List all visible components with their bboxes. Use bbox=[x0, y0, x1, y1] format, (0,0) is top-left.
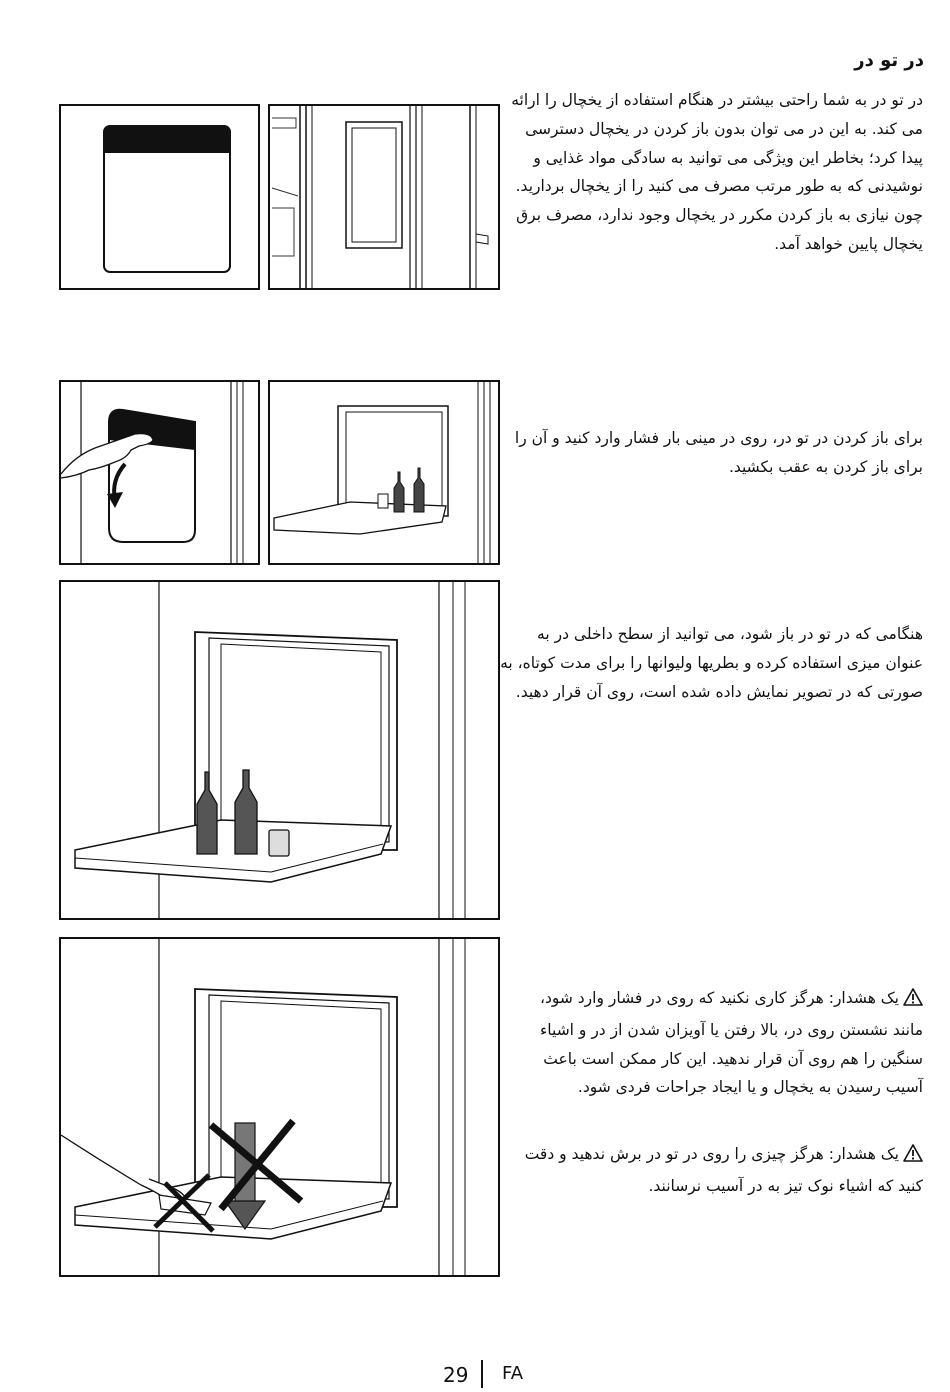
section-title: در تو در bbox=[854, 50, 924, 71]
warning-pressure-text: یک هشدار: هرگز کاری نکنید که روی در فشار وارد شود، مانند نشستن روی در، بالا رفتن یا آویزان شدن از در و اشیاء سنگین را هم روی آن قرار ندهید. این کار ممکن است باعث آسیب رسیدن به یخچال و یا ایجاد جراحات فردی شود. bbox=[539, 989, 923, 1097]
table-usage-paragraph: هنگامی که در تو در باز شود، می توانید از سطح داخلی در به عنوان میزی استفاده کرده و بطریها ولیوانها را برای مدت کوتاه، به صورتی که در تصویر نمایش داده شده است، روی آن قرار دهید. bbox=[500, 625, 923, 701]
figure-open-door-small bbox=[268, 380, 500, 565]
page-number: 29 bbox=[443, 1363, 469, 1387]
figure-warning-misuse bbox=[59, 937, 500, 1277]
figure-door-panel bbox=[59, 104, 260, 290]
warning-triangle-icon bbox=[903, 1143, 923, 1172]
warning-cutting-text: یک هشدار: هرگز چیزی را روی در تو در برش ندهید و دقت کنید که اشیاء نوک تیز به در آسیب نرسانند. bbox=[524, 1145, 923, 1195]
figure-door-as-table bbox=[59, 580, 500, 920]
figure-press-door bbox=[59, 380, 260, 565]
open-instruction-paragraph: برای باز کردن در تو در، روی در مینی بار فشار وارد کنید و آن را برای باز کردن به عقب بکشید. bbox=[514, 429, 923, 476]
figure-fridge-door bbox=[268, 104, 500, 290]
language-code: FA bbox=[502, 1363, 524, 1384]
footer-divider bbox=[481, 1360, 483, 1388]
warning-triangle-icon bbox=[903, 987, 923, 1016]
warning-pressure-paragraph bbox=[505, 984, 923, 1102]
warning-cutting-paragraph bbox=[505, 1140, 923, 1201]
intro-paragraph: در تو در به شما راحتی بیشتر در هنگام استفاده از یخچال را ارائه می کند. به این در می توان بدون باز کردن در یخچال دسترسی پیدا کرد؛ بخاطر این ویژگی می توانید به سادگی مواد غذایی و نوشیدنی که به طور مرتب مصرف می کنید را از یخچال بردارید. چون نیازی به باز کردن مکرر در یخچال وجود ندارد، مصرف برق یخچال پایین خواهد آمد. bbox=[511, 91, 923, 253]
page-footer bbox=[0, 1360, 950, 1390]
